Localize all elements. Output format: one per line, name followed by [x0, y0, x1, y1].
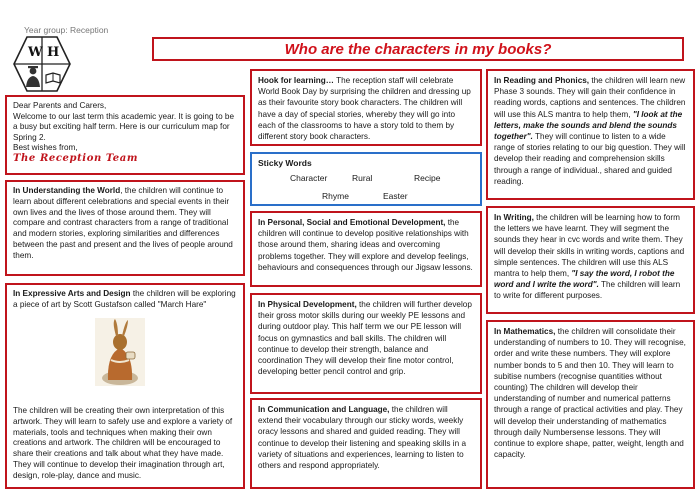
- physical-heading: In Physical Development,: [258, 300, 357, 309]
- title-box: [152, 37, 684, 61]
- communication-text: the children will extend their vocabulary through our sticky words, weekly oracy lessons and shared and guided reading. They will continue to develop their listening and speaking skills in a variety of situations and experiences, learning to listen to others and respond appropriately.: [258, 405, 467, 471]
- writing-box: [486, 206, 695, 314]
- communication-box: [250, 398, 482, 489]
- reading-heading: In Reading and Phonics,: [494, 76, 590, 85]
- maths-box: [486, 320, 695, 489]
- hook-box: [250, 69, 482, 146]
- year-group-label: Year group: Reception: [24, 25, 109, 35]
- expressive-arts-box: [5, 283, 245, 489]
- reading-box: [486, 69, 695, 200]
- march-hare-artwork: [95, 318, 145, 386]
- sticky-word: Rhyme: [322, 191, 349, 201]
- letter-signature: The Reception Team: [13, 152, 139, 164]
- letter-greeting: Dear Parents and Carers,: [13, 101, 107, 110]
- physical-box: [250, 293, 482, 394]
- understanding-world-text: , the children will continue to learn about different celebrations and special events in their own lives and the lives of those around them. They will compare and contrast characters from a range of traditional and modern stories, exploring similarities and differences between the past and present and the lives of people around them.: [13, 186, 233, 260]
- reading-text-b: They will continue to listen to a wide range of stories relating to our big question. They will develop their reading and comprehension skills through a range of individual., shared and guided reading.: [494, 132, 686, 186]
- psed-heading: In Personal, Social and Emotional Development,: [258, 218, 446, 227]
- sticky-word: Character: [290, 173, 328, 183]
- school-logo: [13, 35, 71, 93]
- writing-mantra: "I say the word, I robot the word and I write the word".: [494, 269, 675, 290]
- page-title: Who are the characters in my books?: [284, 40, 552, 58]
- expressive-arts-heading: In Expressive Arts and Design: [13, 289, 131, 298]
- logo-letter-w: W: [28, 45, 43, 60]
- psed-box: [250, 211, 482, 287]
- expressive-arts-text-top: the children will be exploring a piece of art by Scott Gustafson called "March Hare": [13, 289, 236, 309]
- letter-box: [5, 95, 245, 175]
- letter-closing: Best wishes from,: [13, 143, 78, 153]
- sticky-words-box: [250, 152, 482, 206]
- sticky-words-heading: Sticky Words: [258, 158, 312, 168]
- writing-text-a: the children will be learning how to form the letters we have learnt. They will segment the sounds they hear in cvc words and write them. They will develop their skills in writing words, captions and simple sentences. The children will use this ALS mantra to help them,: [494, 213, 685, 279]
- reading-text-a: the children will learn new Phase 3 sounds. They will gain their confidence in reading words, captions and sentences. The children will use this ALS mantra to help them,: [494, 76, 686, 119]
- sticky-word: Recipe: [414, 173, 441, 183]
- maths-heading: In Mathematics,: [494, 327, 556, 336]
- understanding-world-heading: In Understanding the World: [13, 186, 121, 195]
- writing-heading: In Writing,: [494, 213, 534, 222]
- understanding-world-box: [5, 180, 245, 276]
- sticky-word: Rural: [352, 173, 373, 183]
- letter-body: Welcome to our last term this academic year. It is going to be a busy but exciting half term. Here is our curriculum map for Spring 2.: [13, 111, 235, 142]
- maths-text: the children will consolidate their understanding of numbers to 10. They will recognise, order and write these numbers. They will explore number bonds to 5 and then 10. They will learn to subitise numbers (recognise quantities without counting) The children will develop their understanding of number and numerical patterns through a range of practical activities and play. They will develop their understanding of mathematics through daily Numbersense lessons. They will continue to explore shape, patter, weight, length and capacity.: [494, 327, 686, 460]
- hook-heading: Hook for learning…: [258, 76, 334, 85]
- school-logo-hexagon: [13, 35, 71, 93]
- sticky-word: Easter: [383, 191, 408, 201]
- physical-text: the children will further develop their gross motor skills during our weekly PE lessons and during outdoor play. This half term we our PE lesson will focus on gymnastics and ball skills. The children will continue to develop their strength, balance and coordination They will develop their fine motor control, developing better pencil control and grip.: [258, 300, 472, 377]
- psed-text: the children will continue to develop positive relationships with those around them, sharing ideas and overcoming problems together. They will explore and develop feelings, behaviours and consequences through our Jigsaw lessons.: [258, 218, 473, 272]
- expressive-arts-text-bottom: The children will be creating their own interpretation of this artwork. They will learn to safely use and explore a variety of materials, tools and techniques when making their own creations and artwork. The children will be encouraged to share their creations and talk about what they have made. They will continue to develop their imagination through art, design, role-play, dance and music.: [13, 406, 233, 480]
- communication-heading: In Communication and Language,: [258, 405, 390, 414]
- reading-mantra: "I look at the letters, make the sounds and blend the sounds together".: [494, 109, 683, 142]
- writing-text-b: The children will learn to write for different purposes.: [494, 280, 681, 301]
- hook-text: The reception staff will celebrate World Book Day by surprising the children and dressing up as their favourite story book characters. The children will have a day of special stories, whereby they will go into each of the classrooms to have a story told to them by different story book characters.: [258, 76, 471, 142]
- logo-letter-h: H: [47, 45, 60, 60]
